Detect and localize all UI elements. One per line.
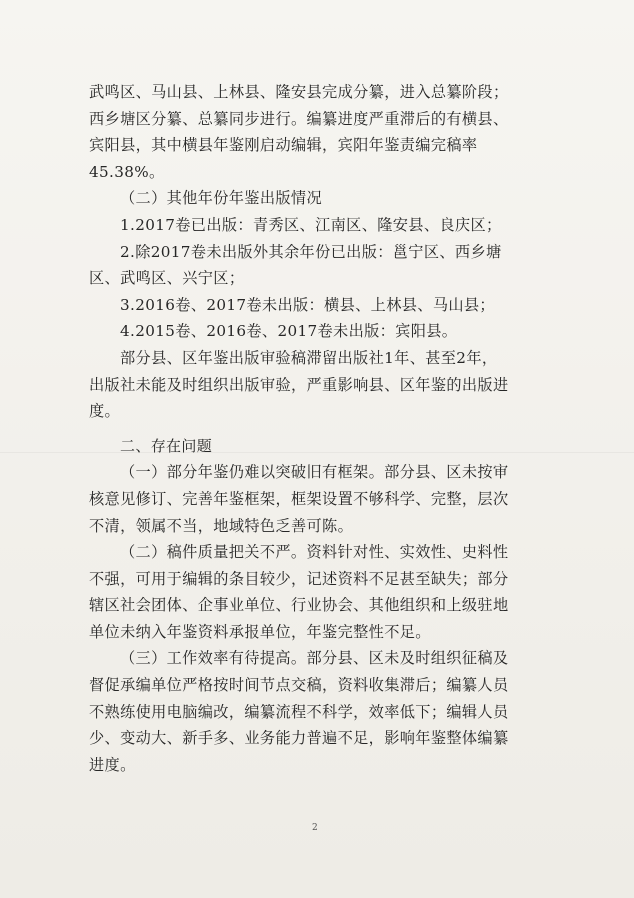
text-line: 督促承编单位严格按时间节点交稿，资料收集滞后；编纂人员	[89, 676, 509, 695]
text-line: （三）工作效率有待提高。部分县、区未及时组织征稿及	[120, 649, 509, 668]
text-line: 45.38%。	[89, 162, 165, 181]
text-line: 不清，领属不当，地域特色乏善可陈。	[89, 516, 354, 535]
text-line: 单位未纳入年鉴资料承报单位，年鉴完整性不足。	[89, 622, 431, 641]
text-line: 宾阳县，其中横县年鉴刚启动编辑，宾阳年鉴责编完稿率	[89, 136, 478, 155]
text-line: 度。	[89, 402, 121, 421]
text-line: 辖区社会团体、企事业单位、行业协会、其他组织和上级驻地	[89, 596, 509, 615]
document-body	[89, 79, 559, 778]
text-line: 不熟练使用电脑编改，编纂流程不科学，效率低下；编辑人员	[89, 702, 509, 721]
text-line: 出版社未能及时组织出版审验，严重影响县、区年鉴的出版进	[89, 375, 509, 394]
text-line: 部分县、区年鉴出版审验稿滞留出版社1年、甚至2年，	[120, 348, 498, 367]
section-heading: 二、存在问题	[120, 436, 213, 455]
text-line: 1.2017卷已出版：青秀区、江南区、隆安县、良庆区；	[120, 215, 502, 234]
text-line: 进度。	[89, 755, 136, 774]
text-line: 不强，可用于编辑的条目较少，记述资料不足甚至缺失；部分	[89, 569, 509, 588]
text-line: 核意见修订、完善年鉴框架，框架设置不够科学、完整，层次	[89, 489, 509, 508]
text-line: 武鸣区、马山县、上林县、隆安县完成分纂，进入总纂阶段；	[89, 83, 509, 101]
text-line: 4.2015卷、2016卷、2017卷未出版：宾阳县。	[120, 322, 458, 341]
page-number: 2	[312, 823, 318, 833]
text-line: 2.除2017卷未出版外其余年份已出版：邕宁区、西乡塘	[120, 242, 502, 261]
spacer	[89, 425, 559, 433]
text-line: （一）部分年鉴仍难以突破旧有框架。部分县、区未按审	[120, 463, 509, 482]
text-line: 少、变动大、新手多、业务能力普遍不足，影响年鉴整体编纂	[89, 729, 509, 748]
text-line: 西乡塘区分纂、总纂同步进行。编纂进度严重滞后的有横县、	[89, 109, 509, 128]
text-line: （二）其他年份年鉴出版情况	[120, 189, 322, 208]
text-line: 区、武鸣区、兴宁区；	[89, 269, 245, 288]
text-line: （二）稿件质量把关不严。资料针对性、实效性、史料性	[120, 543, 509, 562]
text-line: 3.2016卷、2017卷未出版：横县、上林县、马山县；	[120, 295, 495, 314]
